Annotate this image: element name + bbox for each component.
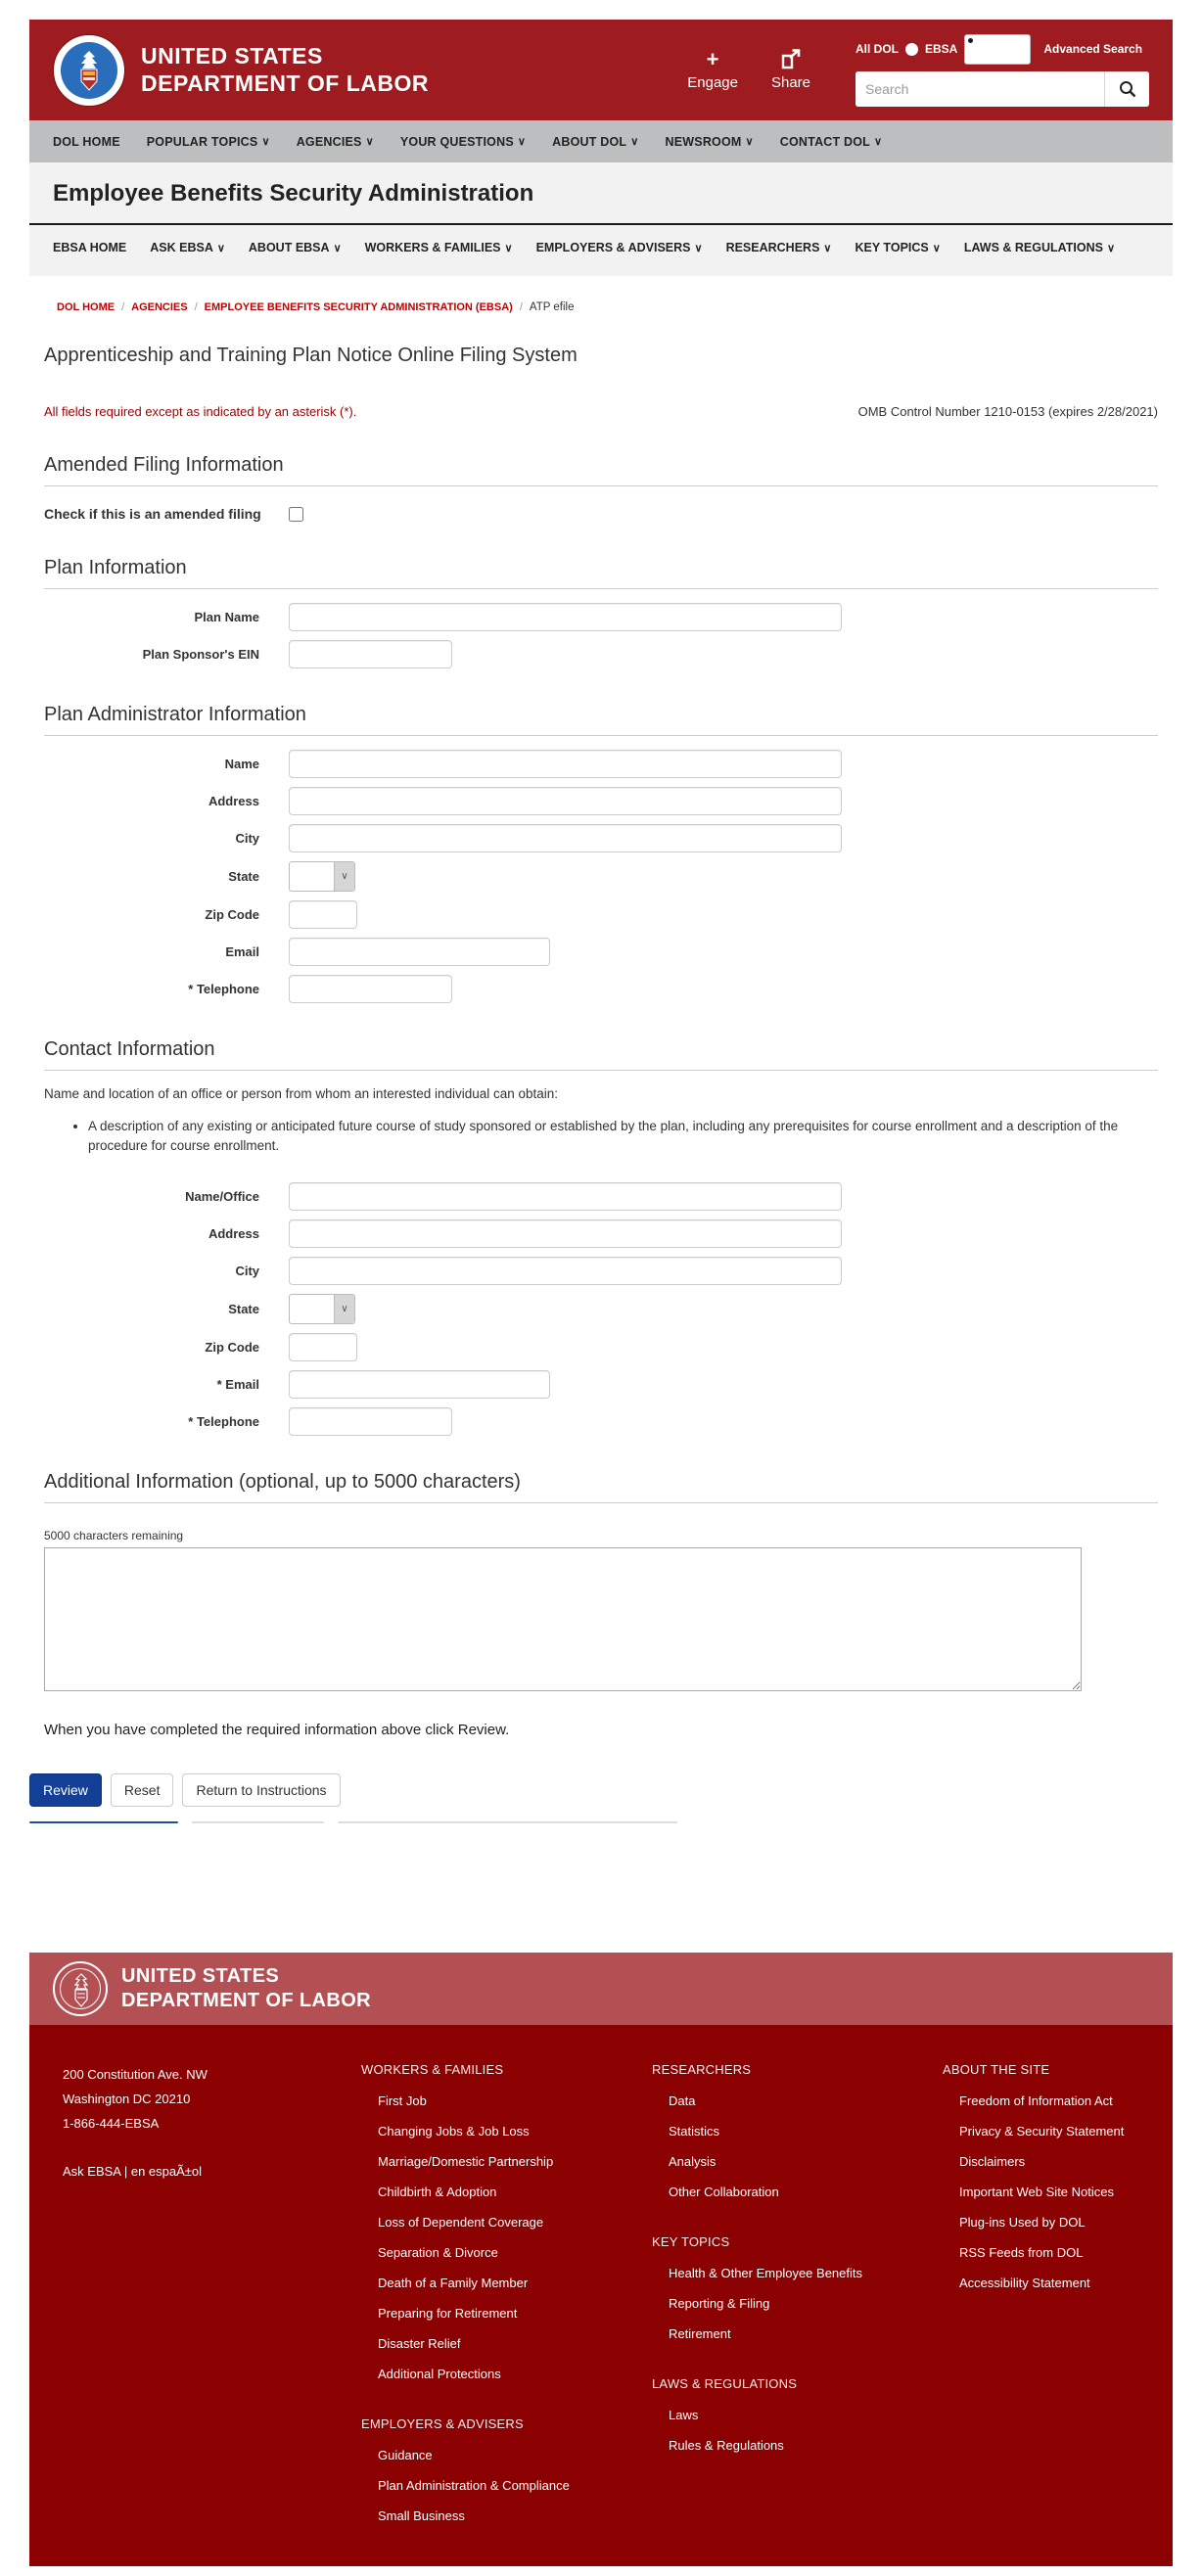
additional-info-textarea[interactable] [44, 1547, 1082, 1691]
plan-section-heading: Plan Information [44, 557, 1158, 589]
footer-line1: UNITED STATES [121, 1964, 280, 1987]
admin-zip-label: Zip Code [205, 907, 259, 922]
plan-name-row [44, 603, 1158, 631]
admin-form [44, 750, 1158, 1003]
breadcrumb-dol-home[interactable]: DOL HOME [57, 301, 116, 313]
contact-form [44, 1182, 1158, 1436]
admin-state-row [44, 861, 1158, 892]
contact-city-row [44, 1257, 1158, 1285]
contact-address-label: Address [208, 1225, 259, 1241]
contact-intro-text: Name and location of an office or person from whom an interested individual can obtain: [44, 1086, 559, 1101]
ebsa-nav-about-ebsa[interactable]: ABOUT EBSA ∨ [248, 241, 342, 254]
dol-nav-newsroom[interactable]: NEWSROOM ∨ [665, 134, 754, 149]
required-fields-note: All fields required except as indicated by an asterisk (*). [44, 404, 357, 419]
dol-nav [29, 120, 1173, 162]
breadcrumb-agencies[interactable]: AGENCIES [131, 301, 188, 313]
breadcrumb-current: ATP efile [529, 301, 575, 313]
chevron-down-icon: ∨ [334, 862, 354, 891]
footer-address-line2: Washington DC 20210 [63, 2091, 191, 2106]
contact-bullet-item: • A description of any existing or anticipated future course of study sponsored or established by the plan, including any prerequisites for course enrollment and a description of the procedure for course enrollment. [88, 1117, 1126, 1157]
dol-seal-eagle-icon [61, 42, 117, 99]
search-zone [855, 34, 1149, 107]
plan-form [44, 603, 1158, 668]
footer-link[interactable]: Changing Jobs & Job Loss [378, 2123, 530, 2139]
dol-nav-contact-dol[interactable]: CONTACT DOL ∨ [779, 134, 883, 149]
admin-phone-row [44, 975, 1158, 1003]
contact-zip-row [44, 1333, 1158, 1361]
footer-link[interactable]: Plug-ins Used by DOL [959, 2214, 1086, 2230]
footer-link[interactable]: First Job [378, 2093, 427, 2108]
breadcrumb-separator: / [194, 301, 198, 313]
plan-ein-row [44, 640, 1158, 668]
footer-link[interactable]: Disaster Relief [378, 2335, 461, 2351]
chevron-down-icon: ∨ [630, 136, 639, 148]
masthead-actions [687, 49, 810, 91]
admin-zip-row [44, 900, 1158, 929]
page-container [29, 20, 1173, 2576]
footer-link[interactable]: Separation & Divorce [378, 2244, 498, 2260]
footer-links-area [29, 2025, 1173, 2566]
footer-link[interactable]: Freedom of Information Act [959, 2093, 1113, 2108]
footer-link[interactable]: Reporting & Filing [669, 2295, 770, 2311]
footer-link[interactable]: Retirement [669, 2325, 731, 2341]
contact-email-input[interactable] [289, 1370, 550, 1399]
chevron-down-icon: ∨ [745, 136, 754, 148]
admin-zip-input[interactable] [289, 900, 357, 929]
search-icon [1119, 80, 1136, 98]
plan-name-label: Plan Name [194, 610, 259, 624]
admin-city-input[interactable] [289, 824, 842, 852]
plus-icon: + [706, 47, 719, 71]
contact-address-row [44, 1219, 1158, 1248]
ebsa-band [29, 162, 1173, 276]
dol-nav-popular-topics[interactable]: POPULAR TOPICS ∨ [146, 134, 270, 149]
footer-ask-ebsa-link[interactable]: Ask EBSA | en espaÃ±ol [63, 2163, 203, 2179]
dol-masthead [29, 20, 1173, 120]
contact-phone-input[interactable] [289, 1407, 452, 1436]
search-input[interactable] [855, 71, 1104, 107]
footer-phone: 1-866-444-EBSA [63, 2116, 160, 2132]
footer-group-researchers [652, 2062, 909, 2201]
masthead-title [141, 43, 429, 97]
admin-city-label: City [235, 831, 259, 846]
breadcrumb-ebsa[interactable]: EMPLOYEE BENEFITS SECURITY ADMINISTRATION (EBSA) [204, 301, 513, 313]
contact-state-label: State [228, 1301, 259, 1316]
amended-section-heading: Amended Filing Information [44, 454, 1158, 486]
footer-heading-researchers: RESEARCHERS [652, 2061, 752, 2077]
contact-name-input[interactable] [289, 1182, 842, 1211]
contact-section-heading: Contact Information [44, 1038, 1158, 1071]
admin-address-row [44, 787, 1158, 815]
share-button[interactable] [771, 49, 810, 91]
scope-ebsa-radio[interactable] [964, 34, 1031, 65]
footer-col-researchers [619, 2062, 909, 2558]
footer-group-about-site [943, 2062, 1173, 2292]
breadcrumb [29, 276, 1173, 313]
amended-checkbox-label: Check if this is an amended filing [44, 506, 261, 522]
page-title: Apprenticeship and Training Plan Notice Online Filing System [44, 345, 578, 366]
footer-link[interactable]: Guidance [378, 2447, 433, 2462]
search-box [855, 71, 1149, 107]
admin-section-heading: Plan Administrator Information [44, 704, 1158, 736]
admin-address-label: Address [208, 794, 259, 808]
contact-city-input[interactable] [289, 1257, 842, 1285]
search-submit-button[interactable] [1104, 71, 1149, 107]
ebsa-nav-employers-advisers[interactable]: EMPLOYERS & ADVISERS ∨ [535, 241, 703, 254]
chevron-down-icon: ∨ [694, 242, 703, 254]
contact-state-select[interactable] [289, 1294, 355, 1324]
footer-link[interactable]: Disclaimers [959, 2153, 1026, 2169]
footer-link[interactable]: Marriage/Domestic Partnership [378, 2153, 554, 2169]
contact-address-input[interactable] [289, 1219, 842, 1248]
advanced-search-link[interactable]: Advanced Search [1043, 42, 1143, 56]
masthead-line1: UNITED STATES [141, 42, 323, 69]
footer-address [63, 2062, 328, 2137]
footer-heading-about-site: ABOUT THE SITE [943, 2061, 1050, 2077]
admin-email-input[interactable] [289, 938, 550, 966]
characters-remaining-label: 5000 characters remaining [44, 1528, 184, 1542]
footer-address-line1: 200 Constitution Ave. NW [63, 2066, 208, 2082]
ebsa-nav-researchers[interactable]: RESEARCHERS ∨ [725, 241, 832, 254]
footer-group-key-topics [652, 2234, 909, 2343]
footer-col-about [909, 2062, 1173, 2558]
return-underline [338, 1821, 677, 1823]
chevron-down-icon: ∨ [333, 242, 342, 254]
footer-link[interactable]: Loss of Dependent Coverage [378, 2214, 544, 2230]
footer-col-contact [29, 2062, 328, 2558]
button-shadow-lines [29, 1821, 1158, 1823]
admin-address-input[interactable] [289, 787, 842, 815]
footer-link[interactable]: Small Business [378, 2507, 465, 2523]
footer-masthead [29, 1953, 1173, 2025]
share-icon [780, 49, 802, 70]
footer-link[interactable]: Other Collaboration [669, 2184, 779, 2199]
scope-all-dol-radio[interactable] [905, 43, 918, 56]
ebsa-nav-key-topics[interactable]: KEY TOPICS ∨ [855, 241, 941, 254]
dol-nav-about-dol[interactable]: ABOUT DOL ∨ [552, 134, 639, 149]
footer-link[interactable]: Accessibility Statement [959, 2275, 1090, 2290]
footer-link[interactable]: Laws [669, 2407, 699, 2422]
footer-col-workers [328, 2062, 619, 2558]
footer-link[interactable]: Statistics [669, 2123, 720, 2139]
contact-name-row [44, 1182, 1158, 1211]
notes-row [44, 404, 1158, 419]
review-underline [29, 1821, 178, 1823]
review-button[interactable]: Review [29, 1773, 102, 1807]
ebsa-nav-ask-ebsa[interactable]: ASK EBSA ∨ [150, 241, 225, 254]
footer-link[interactable]: Health & Other Employee Benefits [669, 2265, 862, 2280]
footer-link[interactable]: Plan Administration & Compliance [378, 2477, 570, 2493]
admin-city-row [44, 824, 1158, 852]
reset-button[interactable]: Reset [111, 1773, 174, 1807]
contact-phone-label: * Telephone [188, 1413, 259, 1429]
admin-phone-label: * Telephone [188, 982, 259, 996]
breadcrumb-separator: / [121, 301, 125, 313]
breadcrumb-separator: / [519, 301, 523, 313]
admin-name-label: Name [224, 757, 259, 771]
contact-state-row [44, 1294, 1158, 1324]
footer-link[interactable]: Data [669, 2093, 696, 2108]
additional-section-heading: Additional Information (optional, up to 5000 characters) [44, 1471, 1158, 1503]
contact-zip-label: Zip Code [205, 1339, 259, 1355]
main-content [29, 345, 1173, 1823]
chevron-down-icon: ∨ [216, 242, 225, 254]
chevron-down-icon: ∨ [1106, 242, 1116, 254]
dol-nav-agencies[interactable]: AGENCIES ∨ [296, 134, 374, 149]
footer-link[interactable]: Death of a Family Member [378, 2275, 529, 2290]
footer [29, 1953, 1173, 2576]
admin-email-label: Email [225, 944, 259, 959]
scope-ebsa-label: EBSA [925, 42, 958, 56]
contact-city-label: City [235, 1263, 259, 1278]
chevron-down-icon: ∨ [874, 136, 883, 148]
footer-link[interactable]: Preparing for Retirement [378, 2305, 518, 2321]
search-scope-row [855, 34, 1149, 65]
footer-group-employers-advisers [361, 2416, 619, 2525]
chevron-down-icon: ∨ [823, 242, 832, 254]
action-buttons-row [29, 1773, 1158, 1807]
amended-filing-row [44, 506, 1158, 522]
footer-title [121, 1964, 371, 2013]
admin-state-label: State [228, 869, 259, 884]
contact-phone-row [44, 1407, 1158, 1436]
reset-underline [192, 1821, 324, 1823]
footer-dol-seal-icon [53, 1961, 108, 2016]
chevron-down-icon: ∨ [504, 242, 513, 254]
chevron-down-icon: ∨ [261, 136, 270, 148]
footer-link[interactable]: Important Web Site Notices [959, 2184, 1114, 2199]
amended-filing-checkbox[interactable] [289, 507, 303, 522]
admin-name-row [44, 750, 1158, 778]
ebsa-nav-home[interactable]: EBSA HOME [53, 241, 127, 254]
chevron-down-icon: ∨ [365, 136, 374, 148]
footer-link[interactable]: Childbirth & Adoption [378, 2184, 497, 2199]
admin-phone-input[interactable] [289, 975, 452, 1003]
footer-heading-employers-advisers: EMPLOYERS & ADVISERS [361, 2415, 524, 2431]
dol-nav-your-questions[interactable]: YOUR QUESTIONS ∨ [399, 134, 527, 149]
dol-seal-logo [53, 34, 125, 107]
bottom-margin [29, 2566, 1173, 2576]
scope-all-dol-label: All DOL [855, 42, 899, 56]
plan-name-input[interactable] [289, 603, 842, 631]
admin-name-input[interactable] [289, 750, 842, 778]
ebsa-title: Employee Benefits Security Administration [53, 180, 534, 207]
footer-heading-key-topics: KEY TOPICS [652, 2233, 730, 2249]
contact-email-row [44, 1370, 1158, 1399]
engage-label: Engage [687, 74, 738, 91]
footer-link[interactable]: Privacy & Security Statement [959, 2123, 1125, 2139]
admin-email-row [44, 938, 1158, 966]
contact-bullet-list [88, 1117, 1158, 1157]
chevron-down-icon: ∨ [334, 1295, 354, 1323]
masthead-line2: DEPARTMENT OF LABOR [141, 69, 430, 96]
engage-button[interactable] [687, 49, 738, 91]
footer-group-workers-families [361, 2062, 619, 2383]
footer-heading-laws-regulations: LAWS & REGULATIONS [652, 2375, 798, 2391]
footer-link[interactable]: RSS Feeds from DOL [959, 2244, 1084, 2260]
footer-group-laws-regulations [652, 2376, 909, 2455]
footer-link[interactable]: Additional Protections [378, 2366, 501, 2381]
return-to-instructions-button[interactable]: Return to Instructions [182, 1773, 340, 1807]
footer-link[interactable]: Analysis [669, 2153, 717, 2169]
share-label: Share [770, 74, 810, 91]
ebsa-nav-laws-regulations[interactable]: LAWS & REGULATIONS ∨ [963, 241, 1116, 254]
admin-state-select[interactable] [289, 861, 355, 892]
contact-email-label: * Email [216, 1376, 259, 1392]
footer-link[interactable]: Rules & Regulations [669, 2437, 784, 2453]
plan-ein-label: Plan Sponsor's EIN [142, 647, 259, 662]
ebsa-nav [29, 225, 1173, 276]
dol-nav-home[interactable]: DOL HOME [53, 134, 120, 149]
omb-control-note: OMB Control Number 1210-0153 (expires 2/28/2021) [857, 404, 1158, 419]
contact-name-label: Name/Office [185, 1188, 259, 1204]
chevron-down-icon: ∨ [517, 136, 527, 148]
contact-zip-input[interactable] [289, 1333, 357, 1361]
footer-heading-workers-families: WORKERS & FAMILIES [361, 2061, 504, 2077]
ebsa-nav-workers-families[interactable]: WORKERS & FAMILIES ∨ [364, 241, 513, 254]
footer-line2: DEPARTMENT OF LABOR [121, 1989, 371, 2011]
review-instruction-text: When you have completed the required information above click Review. [44, 1721, 510, 1738]
chevron-down-icon: ∨ [932, 242, 941, 254]
plan-ein-input[interactable] [289, 640, 452, 668]
